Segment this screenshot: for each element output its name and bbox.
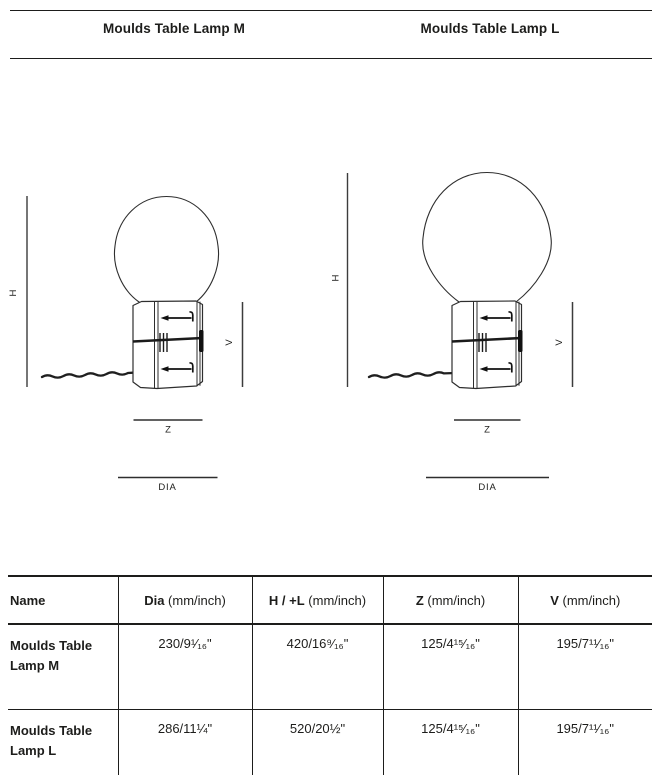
lamp-l-globe [423,173,552,304]
cell-dia-l: 286/11¼" [118,710,252,775]
cell-h-m: 420/16⁹⁄₁₆" [252,624,383,710]
cell-h-l: 520/20½" [252,710,383,775]
lamp-m-dia-label: DIA [158,482,177,493]
lamp-m-globe [114,197,218,304]
page-title-lamp-m: Moulds Table Lamp M [103,21,245,36]
col-header-v: V (mm/inch) [518,576,652,624]
col-header-z: Z (mm/inch) [383,576,518,624]
col-header-h: H / +L (mm/inch) [252,576,383,624]
lamp-l-drawing [331,173,573,494]
cell-v-m: 195/7¹¹⁄₁₆" [518,624,652,710]
table-row-lamp-l [8,710,652,775]
lamp-m-h-label: H [8,289,19,297]
header-top-rule [10,10,652,11]
lamp-m-z-label: Z [165,424,171,436]
lamp-l-cord [369,372,452,378]
lamp-l-v-label: V [554,339,565,346]
header-bottom-rule [10,58,652,59]
lamp-l-z-label: Z [484,424,490,436]
cell-z-m: 125/4¹⁵⁄₁₆" [383,624,518,710]
cell-z-l: 125/4¹⁵⁄₁₆" [383,710,518,775]
table-header-row [8,576,652,624]
lamp-m-drawing [8,196,243,493]
cell-name-l: Moulds Table Lamp L [10,723,93,758]
col-header-name: Name [10,592,46,608]
lamp-m-v-label: V [224,339,235,346]
lamp-l-latch [518,330,523,352]
dimensions-table [8,575,652,775]
lamp-l-dia-label: DIA [478,482,497,493]
cell-name-m: Moulds Table Lamp M [10,638,93,673]
page-title-lamp-l: Moulds Table Lamp L [420,21,560,36]
cell-v-l: 195/7¹¹⁄₁₆" [518,710,652,775]
table-row-lamp-m [8,624,652,710]
col-header-dia: Dia (mm/inch) [118,576,252,624]
cell-dia-m: 230/9¹⁄₁₆" [118,624,252,710]
lamp-m-latch [199,330,204,352]
lamp-l-h-label: H [330,274,342,282]
technical-drawings [0,150,660,510]
lamp-m-cord [42,372,133,378]
